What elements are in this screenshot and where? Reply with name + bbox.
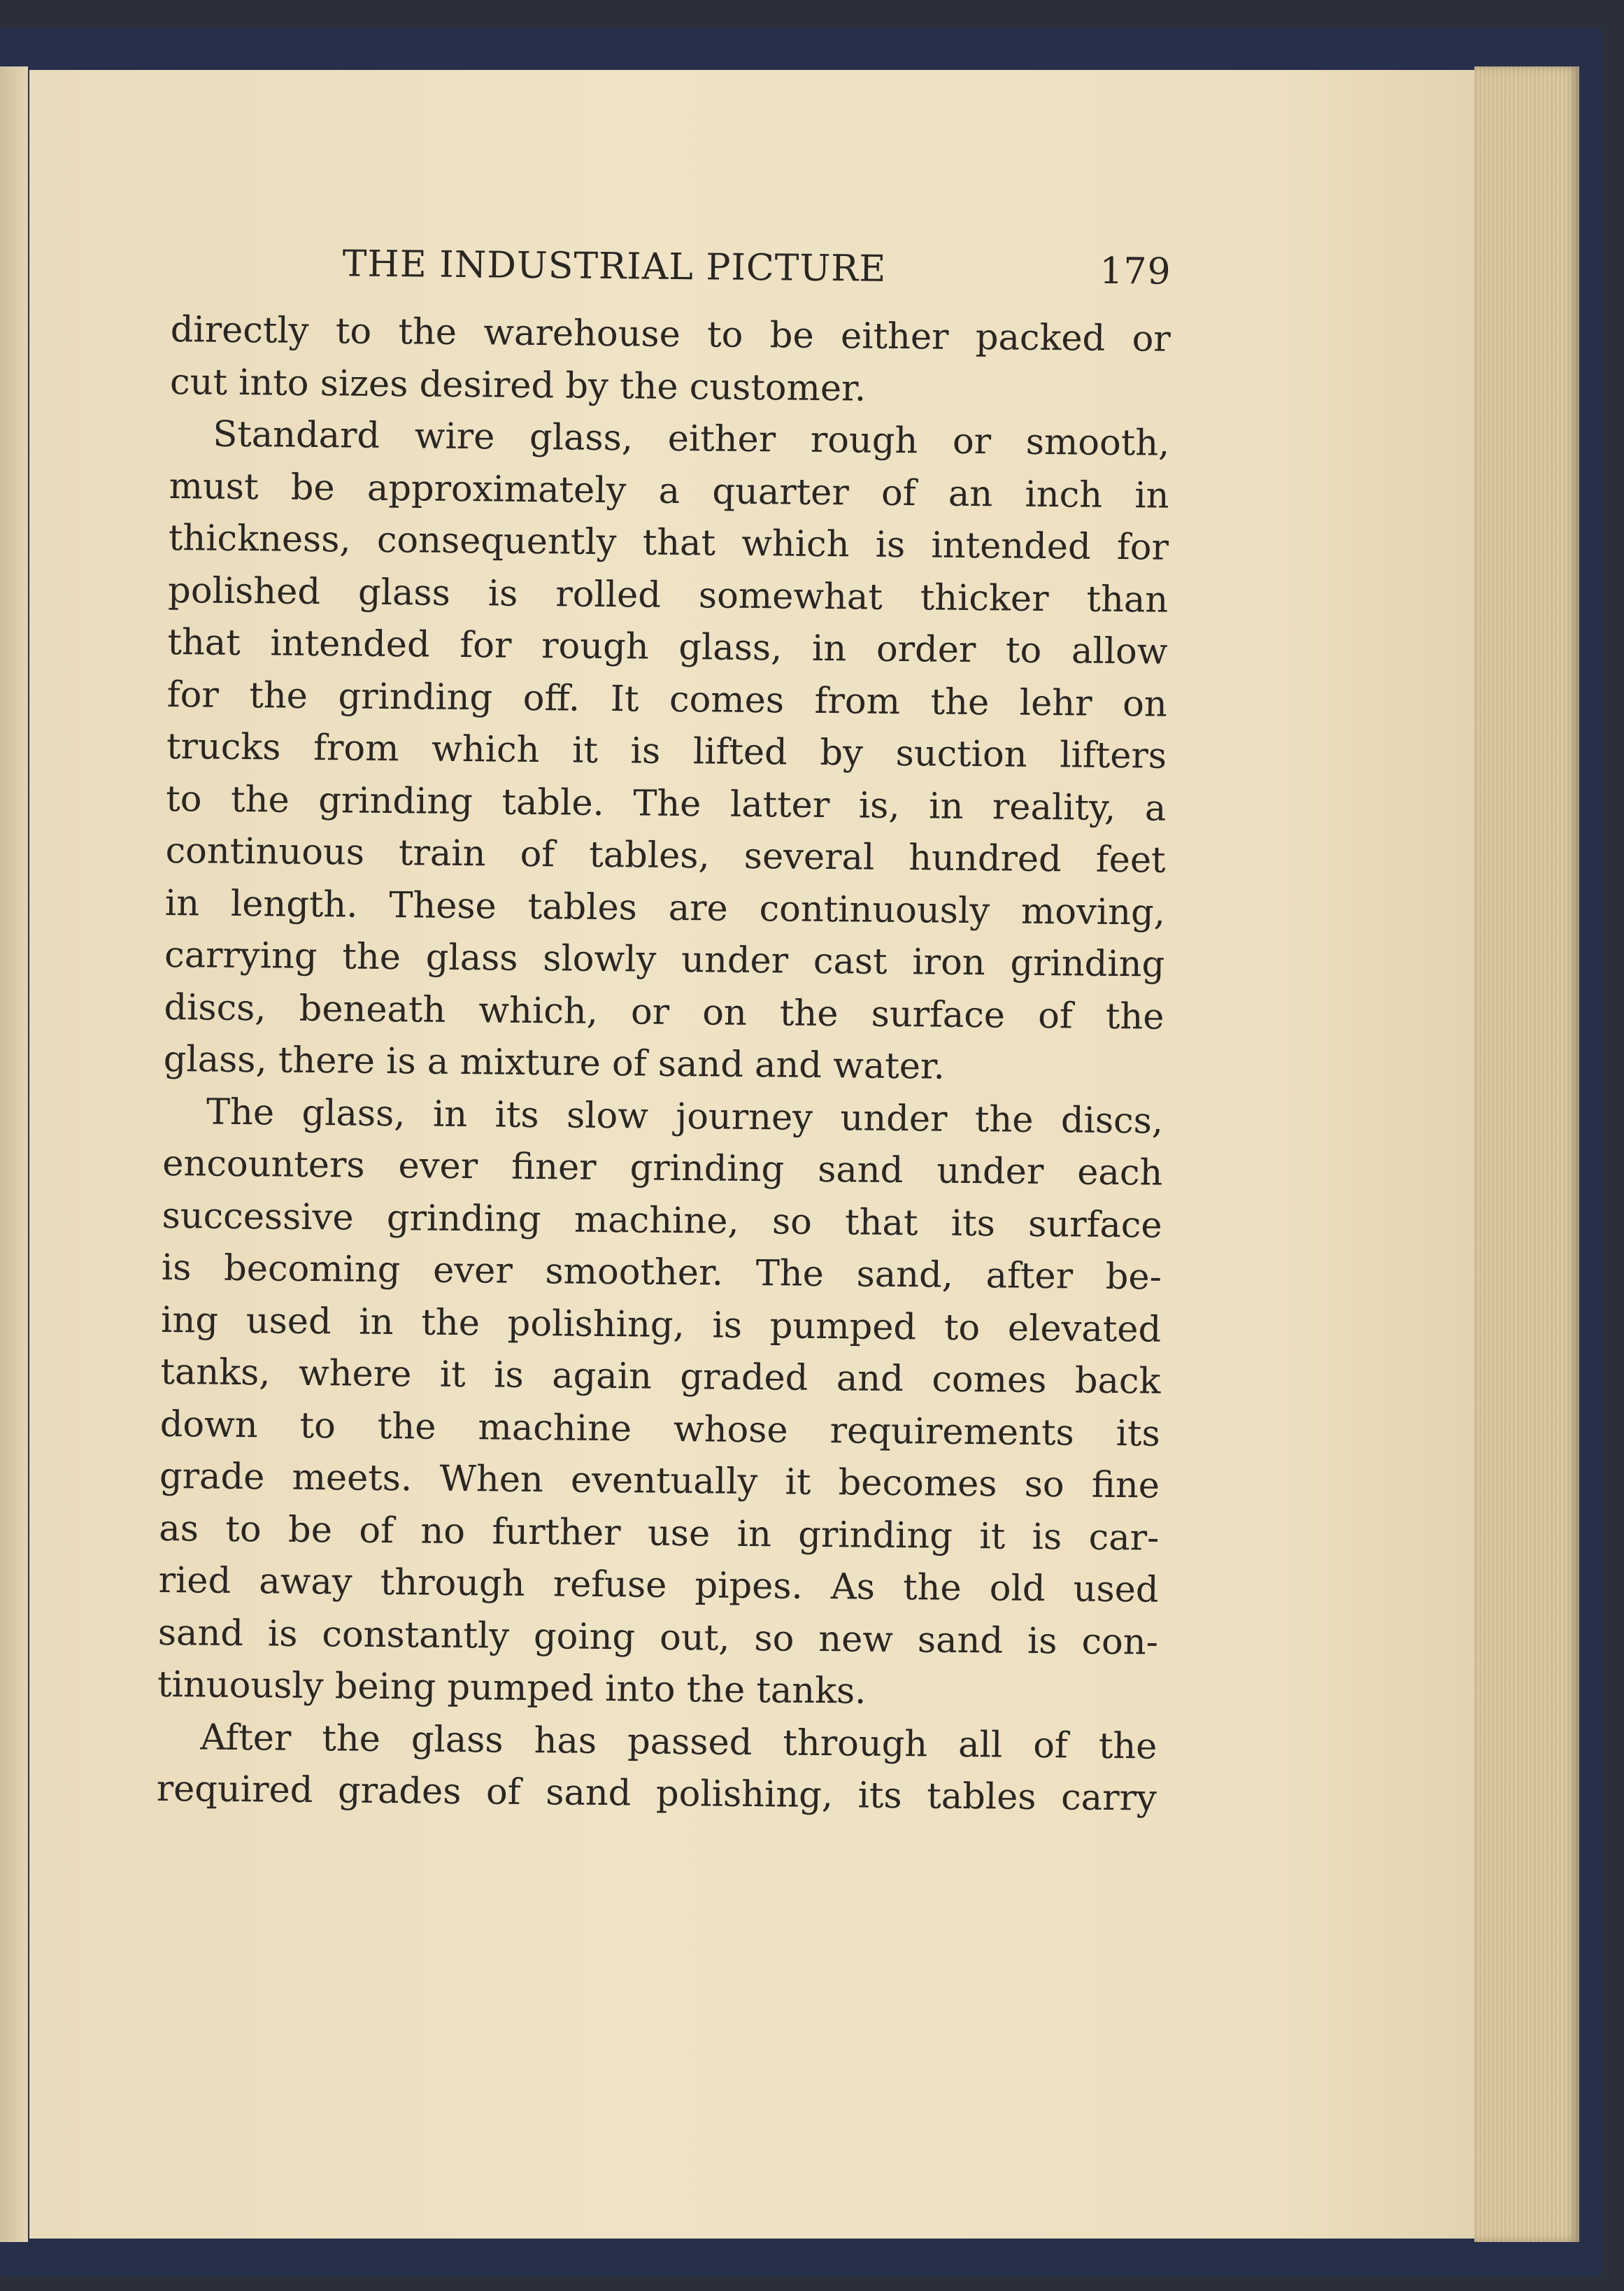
text-line: for the grinding off. It comes from the lehr on <box>166 674 1167 725</box>
facing-page-edge <box>0 66 28 2242</box>
text-line: to the grinding table. The latter is, in reality, a <box>166 778 1167 830</box>
text-line: must be approximately a quarter of an inch in <box>169 465 1169 517</box>
page-fore-edge <box>1474 66 1579 2242</box>
text-line: trucks from which it is lifted by suction lifters <box>166 725 1167 777</box>
page-number: 179 <box>1099 250 1171 293</box>
text-line: encounters ever finer grinding sand under each <box>162 1142 1163 1194</box>
text-line: tanks, where it is again graded and comes back <box>160 1351 1161 1403</box>
text-line: directly to the warehouse to be either packed or <box>170 308 1171 360</box>
text-line: grade meets. When eventually it becomes so fine <box>159 1455 1160 1507</box>
text-line: down to the machine whose requirements its <box>159 1403 1160 1455</box>
text-line: thickness, consequently that which is intended for <box>168 517 1169 569</box>
text-line: glass, there is a mixture of sand and water. <box>163 1038 946 1088</box>
text-line: tinuously being pumped into the tanks. <box>157 1664 867 1712</box>
text-line: continuous train of tables, several hundred feet <box>165 830 1166 881</box>
text-line: ing used in the polishing, is pumped to elevated <box>160 1299 1162 1351</box>
text-line: successive grinding machine, so that its surface <box>162 1195 1162 1247</box>
text-line: ried away through refuse pipes. As the old used <box>158 1559 1159 1611</box>
running-header <box>171 241 1171 314</box>
text-line: sand is constantly going out, so new sand is con- <box>157 1612 1159 1664</box>
page-content <box>156 241 1171 1825</box>
text-line: in length. These tables are continuously moving, <box>164 882 1166 934</box>
text-line: as to be of no further use in grinding it is car- <box>159 1508 1160 1559</box>
text-line: is becoming ever smoother. The sand, after be- <box>161 1247 1162 1298</box>
text-line: polished glass is rolled somewhat thicker than <box>167 569 1169 621</box>
text-line: The glass, in its slow journey under the discs, <box>206 1091 1164 1142</box>
text-line: discs, beneath which, or on the surface of the <box>164 986 1164 1038</box>
body-text <box>156 304 1171 1825</box>
text-line: Standard wire glass, either rough or smooth, <box>213 413 1170 464</box>
running-title: THE INDUSTRIAL PICTURE <box>342 243 887 290</box>
text-line: that intended for rough glass, in order to allow <box>167 621 1168 673</box>
text-line: cut into sizes desired by the customer. <box>169 361 867 410</box>
text-line: required grades of sand polishing, its tables carry <box>156 1768 1157 1820</box>
text-line: After the glass has passed through all of the <box>200 1716 1158 1768</box>
text-line: carrying the glass slowly under cast iron grinding <box>164 934 1165 986</box>
